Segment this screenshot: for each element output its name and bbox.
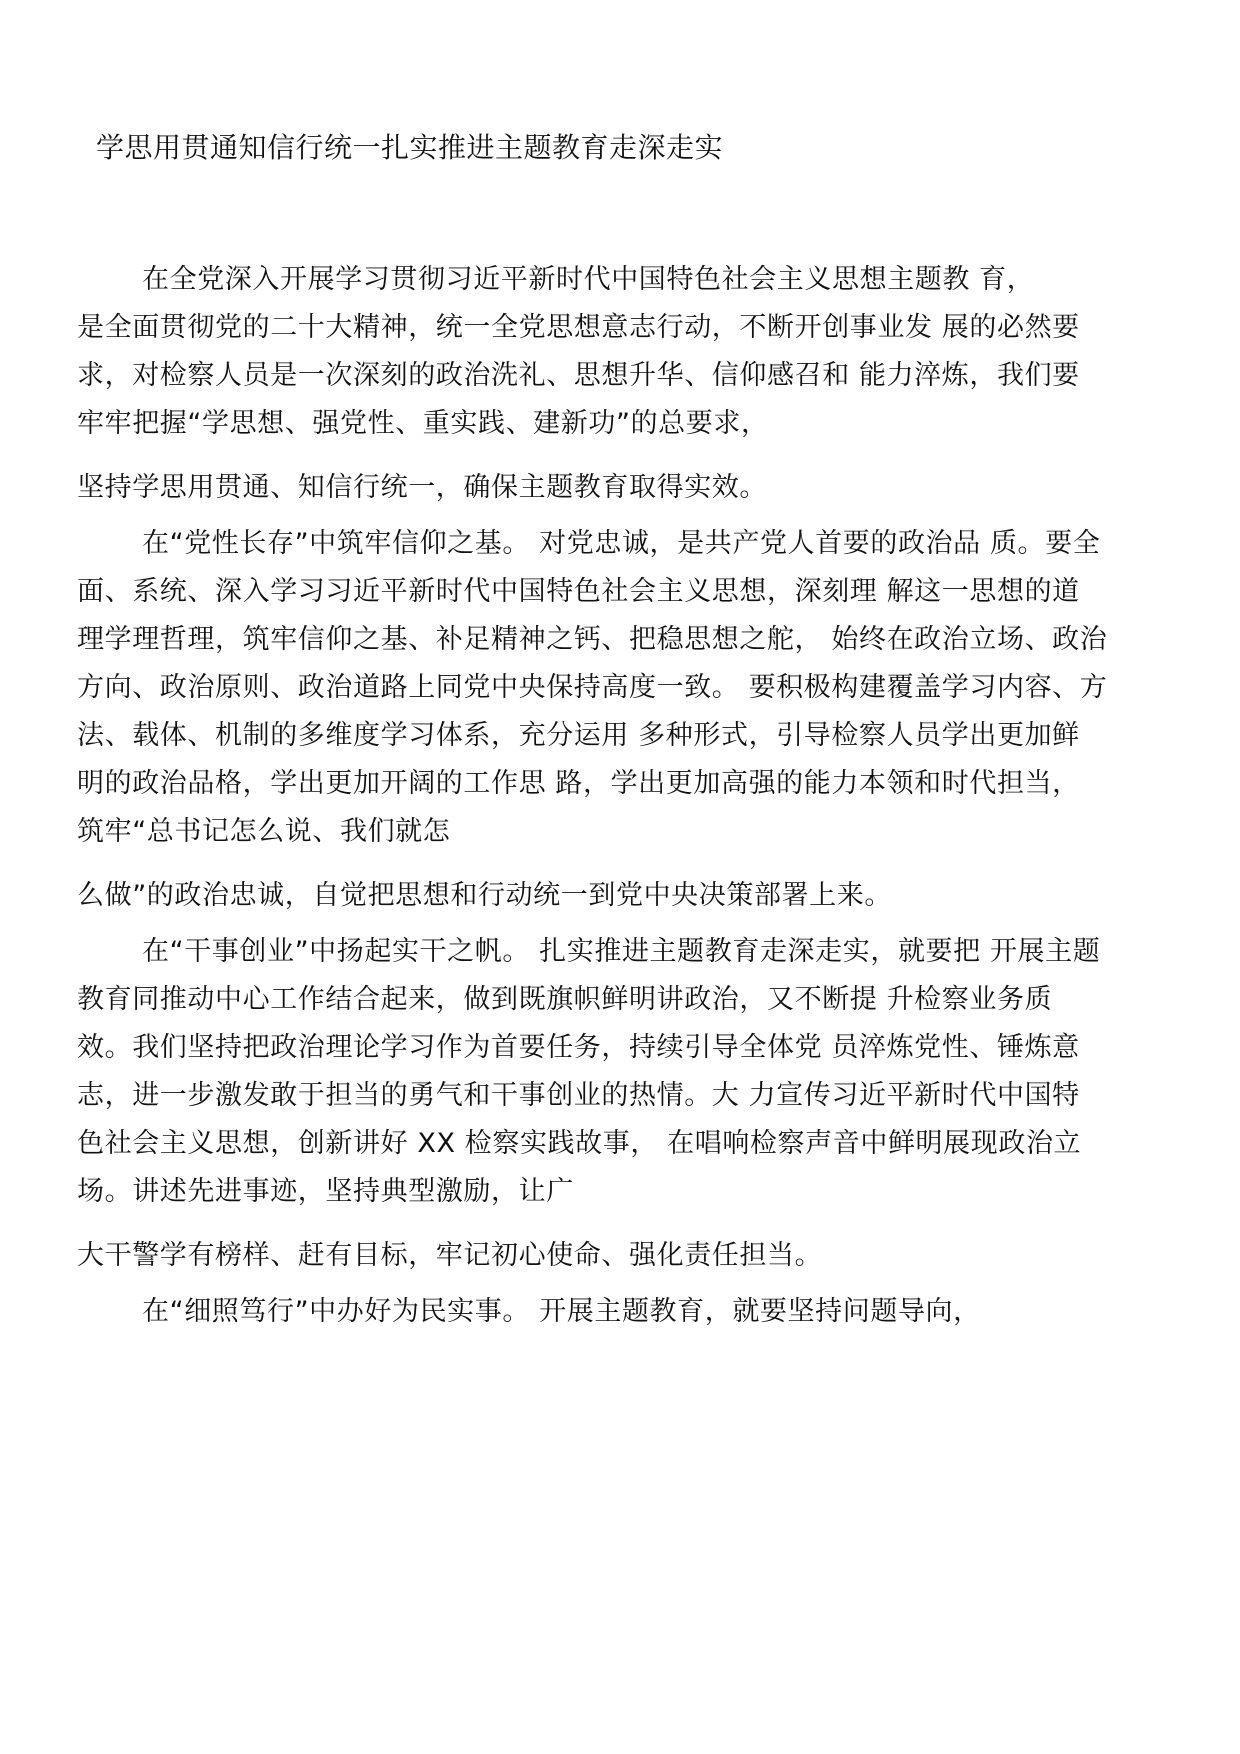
body-line: 筑牢“总书记怎么说、我们就怎 [77, 816, 451, 847]
body-line: 是全面贯彻党的二十大精神，统一全党思想意志行动，不断开创事业发 展的必然要 [77, 312, 1080, 343]
body-line: 么做”的政治忠诚，自觉把思想和行动统一到党中央决策部署上来。 [77, 880, 892, 911]
body-line: 在全党深入开展学习贯彻习近平新时代中国特色社会主义思想主题教 育， [142, 264, 1035, 295]
body-line: 在“细照笃行”中办好为民实事。 开展主题教育，就要坚持问题导向， [142, 1296, 981, 1327]
body-line: 志，进一步激发敢于担当的勇气和干事创业的热情。大 力宣传习近平新时代中国特 [77, 1080, 1080, 1111]
body-line: 色社会主义思想，创新讲好 XX 检察实践故事， 在唱响检察声音中鲜明展现政治立 [77, 1128, 1082, 1159]
body-line: 理学理哲理，筑牢信仰之基、补足精神之钙、把稳思想之舵， 始终在政治立场、政治 [77, 624, 1108, 655]
body-line: 场。讲述先进事迹，坚持典型激励，让广 [77, 1176, 574, 1207]
body-line: 大干警学有榜样、赶有目标，牢记初心使命、强化责任担当。 [77, 1240, 823, 1271]
body-line: 教育同推动中心工作结合起来，做到既旗帜鲜明讲政治，又不断提 升检察业务质 [77, 984, 1053, 1015]
body-line: 方向、政治原则、政治道路上同党中央保持高度一致。 要积极构建覆盖学习内容、方 [77, 672, 1108, 703]
body-line: 坚持学思用贯通、知信行统一，确保主题教育取得实效。 [77, 472, 767, 503]
body-line: 面、系统、深入学习习近平新时代中国特色社会主义思想，深刻理 解这一思想的道 [77, 576, 1080, 607]
document-title: 学思用贯通知信行统一扎实推进主题教育走深走实 [96, 131, 724, 164]
body-line: 效。我们坚持把政治理论学习作为首要任务，持续引导全体党 员淬炼党性、锤炼意 [77, 1032, 1080, 1063]
body-line: 求，对检察人员是一次深刻的政治洗礼、思想升华、信仰感召和 能力淬炼，我们要 [77, 360, 1080, 391]
body-line: 在“党性长存”中筑牢信仰之基。 对党忠诚，是共产党人首要的政治品 质。要全 [142, 528, 1101, 559]
body-line: 在“干事创业”中扬起实干之帆。 扎实推进主题教育走深走实，就要把 开展主题 [142, 936, 1101, 967]
body-line: 明的政治品格，学出更加开阔的工作思 路，学出更加高强的能力本领和时代担当， [77, 768, 1080, 799]
body-line: 法、载体、机制的多维度学习体系，充分运用 多种形式，引导检察人员学出更加鲜 [77, 720, 1080, 751]
body-line: 牢牢把握“学思想、强党性、重实践、建新功”的总要求， [77, 408, 769, 439]
